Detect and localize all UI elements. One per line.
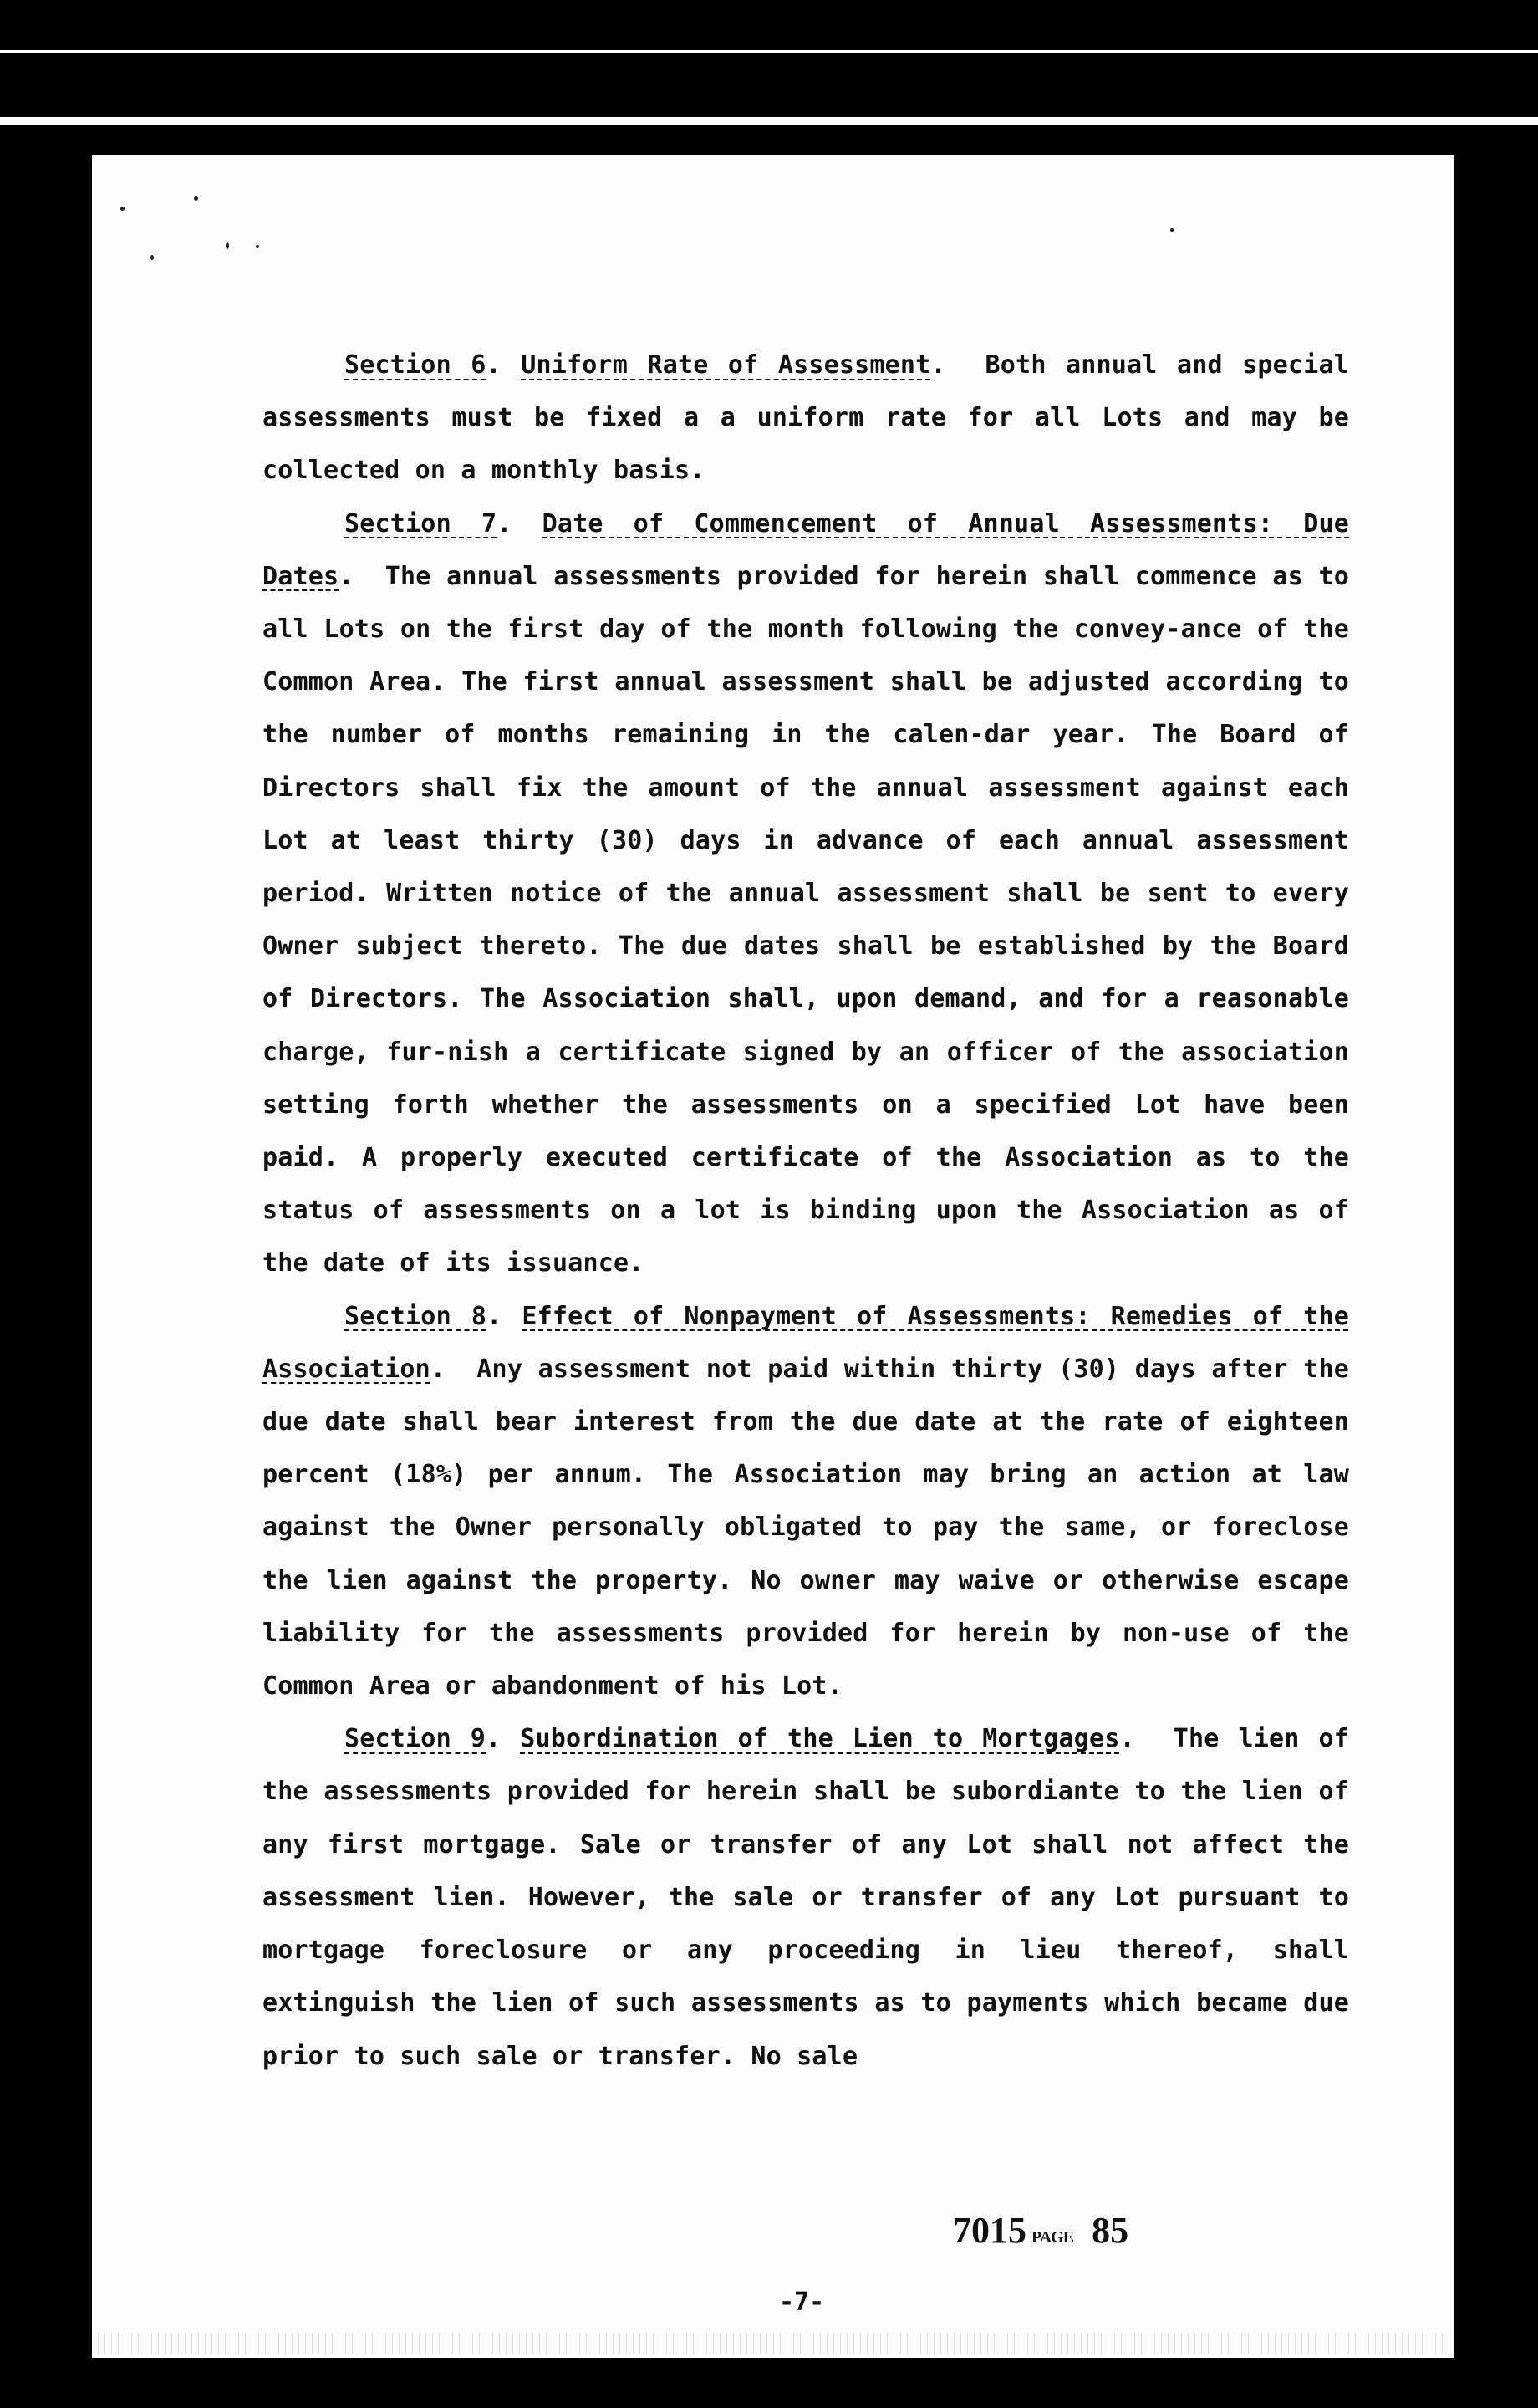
document-body bbox=[262, 339, 1349, 2083]
section-8: Section 8. Effect of Nonpayment of Assessments: Remedies of the Association. Any assessment not paid within thirty (30) days after the due date shall bear interest from the due date at the rate of eighteen percent (18%) per annum. The Association may bring an action at law against the Owner personally obligated to pay the same, or foreclose the lien against the property. No owner may waive or otherwise escape liability for the assessments provided for herein by non-use of the Common Area or abandonment of his Lot. bbox=[262, 1301, 1349, 1701]
section-body: The lien of the assessments provided for herein shall be subordiante to the lien of any first mortgage. Sale or transfer of any Lot shall not affect the assessment lien. However, the sale or transfer of any Lot pursuant to mortgage foreclosure or any proceeding in lieu thereof, shall extinguish the lien of such assessments as to payments which became due prior to such sale or transfer. No sale bbox=[262, 1724, 1349, 2071]
section-label: Section 9 bbox=[344, 1724, 486, 1754]
speck bbox=[1170, 228, 1174, 232]
scan-line-mid bbox=[0, 117, 1538, 125]
section-title: Date of Commencement of Annual Assessments: Due Dates bbox=[262, 508, 1349, 591]
scan-line-top bbox=[0, 50, 1538, 53]
section-title: Uniform Rate of Assessment bbox=[521, 350, 931, 380]
section-body: Any assessment not paid within thirty (30) days after the due date shall bear interest from the due date at the rate of eighteen percent (18%) per annum. The Association may bring an action at law against the Owner personally obligated to pay the same, or foreclose the lien against the property. No owner may waive or otherwise escape liability for the assessments provided for herein by non-use of the Common Area or abandonment of his Lot. bbox=[262, 1354, 1349, 1701]
page-number: -7- bbox=[779, 2288, 825, 2317]
book-page-reference bbox=[953, 2209, 1128, 2252]
section-6: Section 6. Uniform Rate of Assessment. Both annual and special assessments must be fixed a a uniform rate for all Lots and may be collected on a monthly basis. bbox=[262, 350, 1349, 486]
section-title: Subordination of the Lien to Mortgages bbox=[520, 1724, 1120, 1754]
page-word: PAGE bbox=[1031, 2228, 1074, 2247]
scan-noise bbox=[92, 2333, 1454, 2354]
speck bbox=[194, 196, 198, 201]
speck bbox=[120, 207, 125, 211]
section-label: Section 6 bbox=[344, 350, 486, 380]
section-label: Section 7 bbox=[344, 508, 497, 538]
section-7: Section 7. Date of Commencement of Annual Assessments: Due Dates. The annual assessments provided for herein shall commence as to all Lots on the first day of the month following the convey-ance of the Common Area. The first annual assessment shall be adjusted according to the number of months remaining in the calen-dar year. The Board of Directors shall fix the amount of the annual assessment against each Lot at least thirty (30) days in advance of each annual assessment period. Written notice of the annual assessment shall be sent to every Owner subject thereto. The due dates shall be established by the Board of Directors. The Association shall, upon demand, and for a reasonable charge, fur-nish a certificate signed by an officer of the association setting forth whether the assessments on a specified Lot have been paid. A properly executed certificate of the Association as to the status of assessments on a lot is binding upon the Association as of the date of its issuance. bbox=[262, 508, 1349, 1278]
recorded-page-number: 85 bbox=[1092, 2210, 1129, 2251]
section-9: Section 9. Subordination of the Lien to Mortgages. The lien of the assessments provided for herein shall be subordiante to the lien of any first mortgage. Sale or transfer of any Lot shall not affect the assessment lien. However, the sale or transfer of any Lot pursuant to mortgage foreclosure or any proceeding in lieu thereof, shall extinguish the lien of such assessments as to payments which became due prior to such sale or transfer. No sale bbox=[262, 1724, 1349, 2071]
section-title: Effect of Nonpayment of Assessments: Remedies of the Association bbox=[262, 1301, 1349, 1384]
section-body: The annual assessments provided for herein shall commence as to all Lots on the first day of the month following the convey-ance of the Common Area. The first annual assessment shall be adjusted according to the number of months remaining in the calen-dar year. The Board of Directors shall fix the amount of the annual assessment against each Lot at least thirty (30) days in advance of each annual assessment period. Written notice of the annual assessment shall be sent to every Owner subject thereto. The due dates shall be established by the Board of Directors. The Association shall, upon demand, and for a reasonable charge, fur-nish a certificate signed by an officer of the association setting forth whether the assessments on a specified Lot have been paid. A properly executed certificate of the Association as to the status of assessments on a lot is binding upon the Association as of the date of its issuance. bbox=[262, 561, 1349, 1278]
speck bbox=[256, 245, 259, 248]
speck bbox=[226, 242, 229, 249]
section-body: Both annual and special assessments must be fixed a a uniform rate for all Lots and may be collected on a monthly basis. bbox=[262, 350, 1349, 486]
section-label: Section 8 bbox=[344, 1301, 487, 1331]
speck bbox=[150, 255, 154, 260]
book-number: 7015 bbox=[953, 2210, 1026, 2251]
